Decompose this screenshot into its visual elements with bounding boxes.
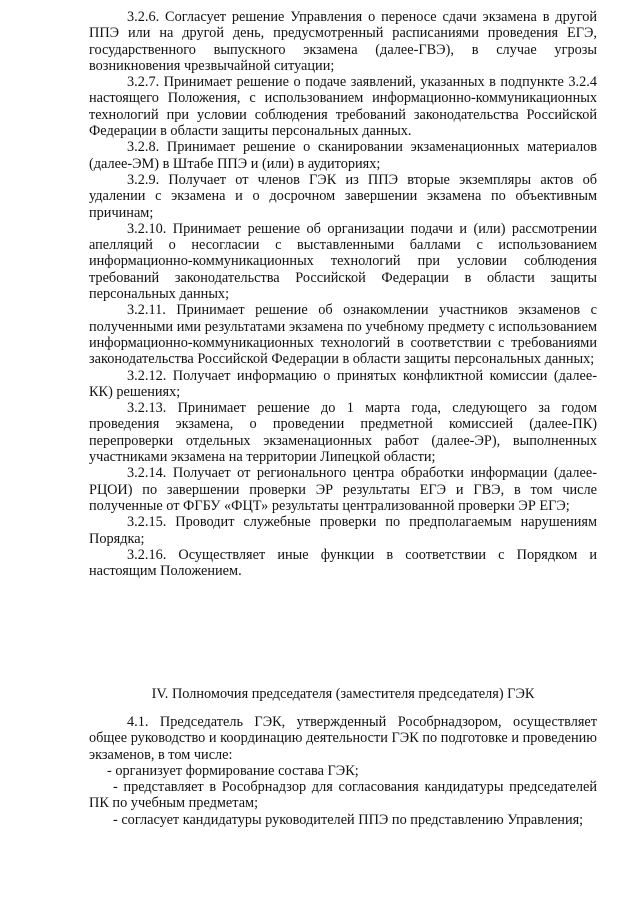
paragraph-3-2-6: 3.2.6. Согласует решение Управления о переносе сдачи экзамена в другой ППЭ или на другой день, предусмотренный расписаниями проведения ЕГЭ, государственного выпускного экзамена (далее-ГВЭ), в случае угрозы возникновения чрезвычайной ситуации;	[89, 9, 597, 74]
list-item: - организует формирование состава ГЭК;	[107, 762, 359, 779]
paragraph-3-2-14: 3.2.14. Получает от регионального центра обработки информации (далее-РЦОИ) по завершении проверки ЭР результаты ЕГЭ и ГВЭ, в том числе полученные от ФГБУ «ФЦТ» результаты централизованной проверки ЭР ЕГЭ;	[89, 465, 597, 514]
paragraph-3-2-13: 3.2.13. Принимает решение до 1 марта года, следующего за годом проведения экзамена, о проведении предметной комиссией (далее-ПК) перепроверки отдельных экзаменационных работ (далее-ЭР), выполненных участниками экзамена на территории Липецкой области;	[89, 400, 597, 466]
paragraph-4-1: 4.1. Председатель ГЭК, утвержденный Рособрнадзором, осуществляет общее руководство и координацию деятельности ГЭК по подготовке и проведению экзаменов, в том числе:	[89, 714, 597, 763]
paragraph-3-2-10: 3.2.10. Принимает решение об организации подачи и (или) рассмотрении апелляций о несогласии с выставленными баллами с использованием информационно-коммуникационных технологий при условии соблюдения требований законодательства Российской Федерации в области защиты персональных данных;	[89, 220, 597, 303]
paragraph-3-2-8: 3.2.8. Принимает решение о сканировании экзаменационных материалов (далее-ЭМ) в Штабе ППЭ и (или) в аудиториях;	[89, 139, 597, 172]
section-4-heading: IV. Полномочия председателя (заместителя председателя) ГЭК	[151, 686, 535, 702]
section-3-2-list	[89, 9, 597, 579]
paragraph-3-2-16: 3.2.16. Осуществляет иные функции в соответствии с Порядком и настоящим Положением.	[89, 546, 597, 580]
list-item: - согласует кандидатуры руководителей ППЭ по представлению Управления;	[113, 811, 584, 828]
list-item: - представляет в Рособрнадзор для согласования кандидатуры председателей ПК по учебным предметам;	[89, 779, 597, 812]
section-4-body	[89, 714, 597, 828]
paragraph-3-2-9: 3.2.9. Получает от членов ГЭК из ППЭ вторые экземпляры актов об удалении с экзамена и о досрочном завершении экзамена по объективным причинам;	[89, 171, 597, 221]
paragraph-3-2-11: 3.2.11. Принимает решение об ознакомлении участников экзаменов с полученными ими результатами экзамена по учебному предмету с использованием информационно-коммуникационных технологий в соответствии с требованиями законодательства Российской Федерации в области защиты персональных данных;	[89, 302, 597, 368]
paragraph-3-2-12: 3.2.12. Получает информацию о принятых конфликтной комиссии (далее-КК) решениях;	[89, 367, 597, 400]
paragraph-3-2-7: 3.2.7. Принимает решение о подаче заявлений, указанных в подпункте 3.2.4 настоящего Положения, с использованием информационно-коммуникационных технологий при условии соблюдения требований законодательства Российской Федерации в области защиты персональных данных.	[89, 74, 597, 140]
paragraph-3-2-15: 3.2.15. Проводит служебные проверки по предполагаемым нарушениям Порядка;	[89, 514, 597, 547]
